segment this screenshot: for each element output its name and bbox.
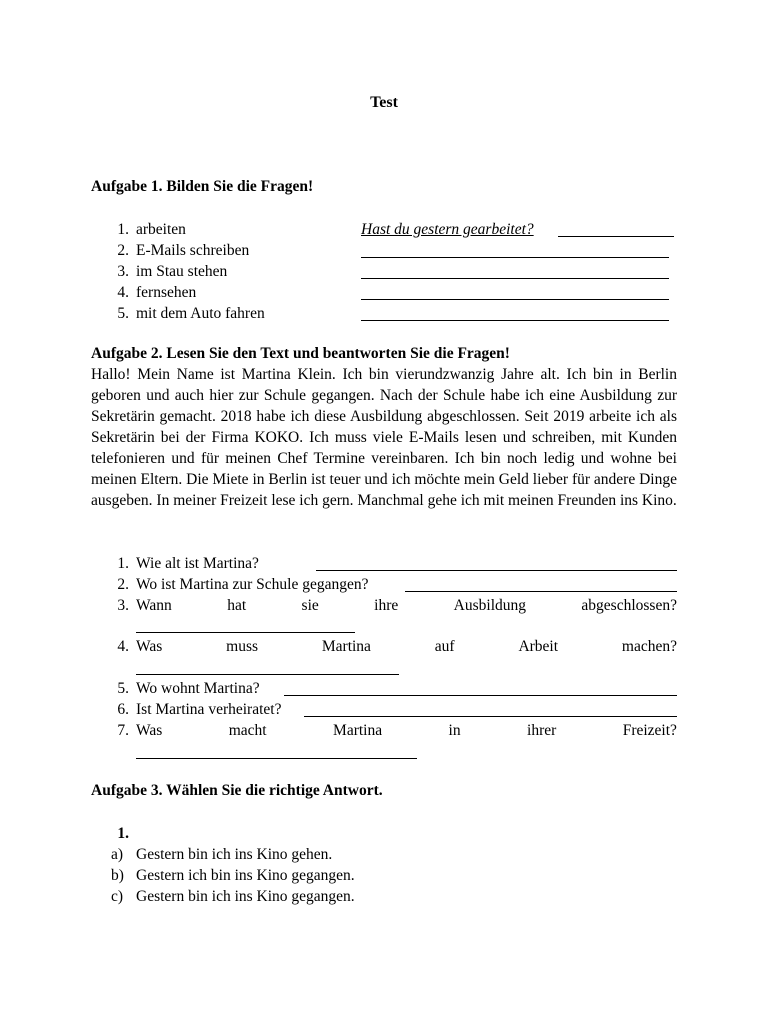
question-word: Freizeit? <box>622 722 677 739</box>
task1-item-verb: E-Mails schreiben <box>136 242 250 259</box>
question-word: Martina <box>333 722 383 739</box>
option-text: Gestern bin ich ins Kino gegangen. <box>136 888 355 905</box>
option-label: c) <box>111 888 124 905</box>
task2-question-5 <box>0 678 768 699</box>
question-number: 5. <box>117 680 129 697</box>
question-word: abgeschlossen? <box>581 597 677 614</box>
task2-question-7 <box>0 720 768 741</box>
task2-question-3 <box>0 595 768 616</box>
answer-line[interactable] <box>284 695 677 696</box>
task1-answer-line-4[interactable] <box>361 299 669 300</box>
question-text: Wo ist Martina zur Schule gegangen? <box>136 576 369 593</box>
question-word: macht <box>228 722 267 739</box>
task1-item-number: 5. <box>117 305 129 322</box>
question-text <box>136 636 677 657</box>
task1-answer-line-3[interactable] <box>361 278 669 279</box>
question-word: machen? <box>621 638 677 655</box>
question-text <box>136 595 677 616</box>
answer-line[interactable] <box>304 716 677 717</box>
question-number: 4. <box>117 638 129 655</box>
question-text: Wo wohnt Martina? <box>136 680 260 697</box>
answer-line[interactable] <box>136 758 417 759</box>
task1-item-1 <box>0 219 768 240</box>
page-title: Test <box>370 94 398 111</box>
task3-option-b[interactable] <box>0 865 768 886</box>
task1-item-3 <box>0 261 768 282</box>
question-number: 1. <box>117 825 129 842</box>
task1-item-verb: fernsehen <box>136 284 197 301</box>
question-word: ihre <box>374 597 399 614</box>
question-number: 1. <box>117 555 129 572</box>
task3-option-a[interactable] <box>0 844 768 865</box>
question-text: Wie alt ist Martina? <box>136 555 259 572</box>
task1-item-2 <box>0 240 768 261</box>
task3-question-1 <box>0 823 768 844</box>
task2-question-2 <box>0 574 768 595</box>
question-word: Arbeit <box>518 638 559 655</box>
task1-item-number: 3. <box>117 263 129 280</box>
question-word: ihrer <box>527 722 557 739</box>
task1-item-number: 4. <box>117 284 129 301</box>
question-number: 6. <box>117 701 129 718</box>
task3-heading: Aufgabe 3. Wählen Sie die richtige Antwort. <box>91 782 383 799</box>
question-number: 3. <box>117 597 129 614</box>
question-word: Wann <box>136 597 172 614</box>
question-text: Ist Martina verheiratet? <box>136 701 282 718</box>
task1-item-number: 1. <box>117 221 129 238</box>
question-word: auf <box>434 638 455 655</box>
answer-line[interactable] <box>136 674 399 675</box>
question-word: Ausbildung <box>453 597 527 614</box>
task1-item-verb: mit dem Auto fahren <box>136 305 265 322</box>
question-word: Martina <box>321 638 371 655</box>
question-word: muss <box>226 638 259 655</box>
task1-item-verb: im Stau stehen <box>136 263 228 280</box>
question-word: in <box>448 722 461 739</box>
question-number: 7. <box>117 722 129 739</box>
question-number: 2. <box>117 576 129 593</box>
task1-item-number: 2. <box>117 242 129 259</box>
option-label: b) <box>111 867 124 884</box>
task1-heading: Aufgabe 1. Bilden Sie die Fragen! <box>91 178 314 195</box>
question-word: Was <box>136 722 163 739</box>
task3-option-c[interactable] <box>0 886 768 907</box>
task1-answer-line-2[interactable] <box>361 257 669 258</box>
task1-item-5 <box>0 303 768 324</box>
task1-item-4 <box>0 282 768 303</box>
task2-question-6 <box>0 699 768 720</box>
option-text: Gestern bin ich ins Kino gehen. <box>136 846 333 863</box>
question-text <box>136 720 677 741</box>
option-text: Gestern ich bin ins Kino gegangen. <box>136 867 355 884</box>
option-label: a) <box>111 846 124 863</box>
task1-example-answer: Hast du gestern gearbeitet? <box>361 221 534 238</box>
task1-item-verb: arbeiten <box>136 221 186 238</box>
task2-question-4 <box>0 636 768 657</box>
task2-question-1 <box>0 553 768 574</box>
question-word: Was <box>136 638 163 655</box>
answer-line[interactable] <box>316 570 677 571</box>
question-word: sie <box>301 597 319 614</box>
task2-reading-text: Hallo! Mein Name ist Martina Klein. Ich bin vierundzwanzig Jahre alt. Ich bin in Berlin geboren und auch hier zur Schule gegangen. Nach der Schule habe ich eine Ausbildung zur Sekretärin gemacht. 2018 habe ich diese Ausbildung abgeschlossen. Seit 2019 arbeite ich als Sekretärin bei der Firma KOKO. Ich muss viele E-Mails lesen und schreiben, mit Kunden telefonieren und für meinen Chef Termine vereinbaren. Ich bin noch ledig und wohne bei meinen Eltern. Die Miete in Berlin ist teuer und ich möchte mein Geld lieber für andere Dinge ausgeben. In meiner Freizeit lese ich gern. Manchmal gehe ich mit meinen Freunden ins Kino. <box>91 366 677 509</box>
task1-answer-line-1[interactable] <box>558 236 674 237</box>
task1-answer-line-5[interactable] <box>361 320 669 321</box>
task2-heading: Aufgabe 2. Lesen Sie den Text und beantworten Sie die Fragen! <box>91 345 510 362</box>
question-word: hat <box>227 597 247 614</box>
answer-line[interactable] <box>136 632 355 633</box>
answer-line[interactable] <box>405 591 677 592</box>
